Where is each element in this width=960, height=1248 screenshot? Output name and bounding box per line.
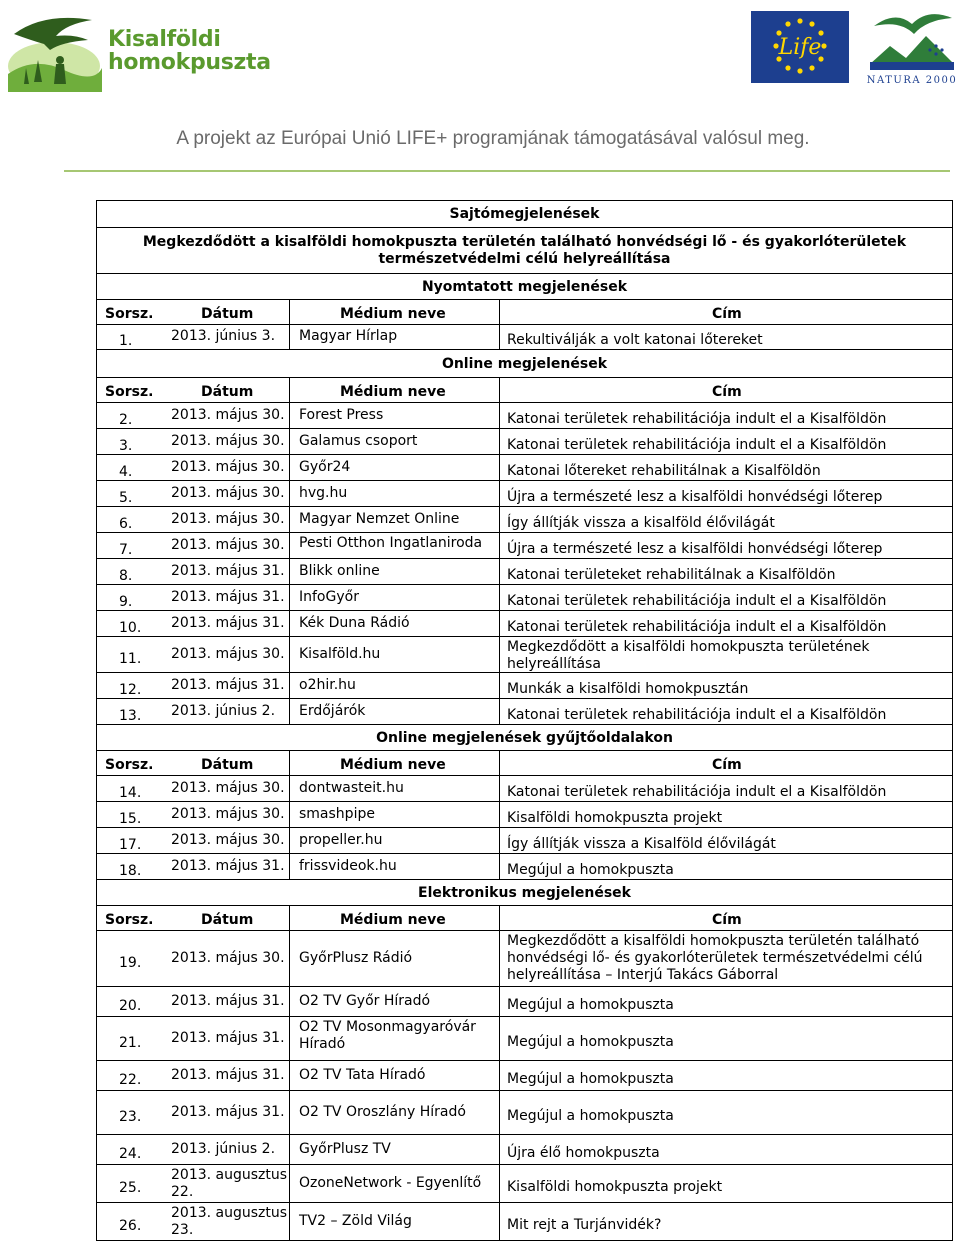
row-title: Így állítják vissza a kisalföld élővilágát: [507, 514, 775, 531]
row-number: 24.: [119, 1145, 142, 1162]
row-title: Megkezdődött a kisalföldi homokpuszta területének helyreállítása: [507, 639, 870, 672]
row-title: Rekultiválják a volt katonai lőtereket: [507, 332, 763, 348]
row-medium: Blikk online: [299, 562, 380, 579]
row-title: Katonai lőtereket rehabilitálnak a Kisalföldön: [507, 462, 821, 479]
table-row: [97, 801, 952, 827]
row-date: 2013. május 31.: [171, 1066, 285, 1083]
row-medium: Erdőjárók: [299, 702, 366, 719]
table-row: [97, 480, 952, 506]
table-row: [97, 402, 952, 428]
col-header-sorsz: Sorsz.: [105, 757, 154, 773]
row-number: 22.: [119, 1071, 142, 1088]
row-medium: O2 TV Tata Híradó: [299, 1066, 426, 1083]
column-header-row: [97, 377, 952, 402]
header-divider: [64, 170, 950, 172]
table-row: [97, 698, 952, 724]
col-header-cim: Cím: [712, 757, 742, 773]
row-title: Újra élő homokpuszta: [507, 1144, 660, 1161]
row-title: Megújul a homokpuszta: [507, 861, 674, 878]
table-row: [97, 930, 952, 986]
table-row: [97, 775, 952, 801]
col-header-datum: Dátum: [201, 384, 254, 400]
row-medium: TV2 – Zöld Világ: [299, 1212, 412, 1229]
row-number: 23.: [119, 1108, 142, 1125]
row-medium: Kisalföld.hu: [299, 645, 381, 662]
table-row: [97, 558, 952, 584]
row-date: 2013. május 30.: [171, 805, 285, 822]
row-number: 21.: [119, 1034, 142, 1051]
row-title: Megújul a homokpuszta: [507, 1033, 674, 1050]
section-title: Online megjelenések: [441, 355, 608, 372]
table-row: [97, 827, 952, 853]
row-medium: InfoGyőr: [299, 588, 359, 605]
col-header-cim: Cím: [712, 912, 742, 928]
row-title: Így állítják vissza a Kisalföld élővilágát: [507, 835, 776, 852]
row-title: Katonai területek rehabilitációja indult el a Kisalföldön: [507, 783, 887, 800]
section-title-row: [97, 349, 952, 377]
col-header-medium: Médium neve: [340, 912, 446, 928]
row-date: 2013. augusztus 22.: [171, 1167, 288, 1200]
doc-title-row: [97, 201, 952, 227]
row-date: 2013. május 30.: [171, 432, 285, 449]
row-medium: GyőrPlusz TV: [299, 1140, 391, 1157]
row-number: 14.: [119, 784, 142, 801]
row-number: 25.: [119, 1179, 142, 1196]
col-header-medium: Médium neve: [340, 384, 446, 400]
row-number: 4.: [119, 463, 133, 480]
row-medium: dontwasteit.hu: [299, 779, 404, 796]
table-row: [97, 853, 952, 879]
press-table: [96, 200, 953, 1241]
row-title: Újra a természeté lesz a kisalföldi honvédségi lőterep: [507, 488, 883, 505]
row-medium: Galamus csoport: [299, 432, 418, 449]
col-header-datum: Dátum: [201, 912, 254, 928]
row-number: 5.: [119, 489, 133, 506]
row-title: Megújul a homokpuszta: [507, 1070, 674, 1087]
row-date: 2013. május 31.: [171, 1103, 285, 1120]
section-title: Elektronikus megjelenések: [418, 884, 631, 901]
natura-2000-logo: [866, 6, 958, 86]
table-row: [97, 532, 952, 558]
row-number: 3.: [119, 437, 133, 454]
section-title-row: [97, 879, 952, 905]
row-date: 2013. május 30.: [171, 458, 285, 475]
row-date: 2013. május 30.: [171, 949, 285, 966]
column-header-row: [97, 905, 952, 930]
row-date: 2013. május 31.: [171, 1029, 285, 1046]
table-row: [97, 506, 952, 532]
row-number: 10.: [119, 619, 142, 636]
table-row: [97, 672, 952, 698]
row-title: Mit rejt a Turjánvidék?: [507, 1216, 662, 1233]
table-row: [97, 986, 952, 1016]
col-header-datum: Dátum: [201, 306, 254, 322]
row-title: Megújul a homokpuszta: [507, 996, 674, 1013]
eu-life-logo: [751, 11, 849, 83]
row-date: 2013. augusztus 23.: [171, 1205, 288, 1238]
row-number: 6.: [119, 515, 133, 532]
col-header-cim: Cím: [712, 306, 742, 322]
row-date: 2013. május 31.: [171, 562, 285, 579]
table-row: [97, 428, 952, 454]
row-number: 18.: [119, 862, 142, 879]
row-medium: Pesti Otthon Ingatlaniroda: [299, 535, 483, 551]
row-medium: hvg.hu: [299, 484, 348, 501]
row-medium: Magyar Hírlap: [299, 328, 398, 344]
table-row: [97, 584, 952, 610]
row-date: 2013. május 31.: [171, 857, 285, 874]
table-row: [97, 324, 952, 349]
table-row: [97, 636, 952, 672]
row-title: Katonai területek rehabilitációja indult el a Kisalföldön: [507, 410, 887, 427]
section-title-row: [97, 724, 952, 750]
row-title: Újra a természeté lesz a kisalföldi honvédségi lőterep: [507, 540, 883, 557]
row-title: Katonai területek rehabilitációja indult el a Kisalföldön: [507, 618, 887, 635]
row-medium: frissvideok.hu: [299, 857, 397, 874]
section-title-row: [97, 273, 952, 299]
row-number: 1.: [119, 333, 133, 349]
life-logo-text: Life: [778, 35, 822, 60]
row-title: Katonai területek rehabilitációja indult el a Kisalföldön: [507, 592, 887, 609]
table-row: [97, 454, 952, 480]
kisalfoldi-homokpuszta-logo: [4, 4, 271, 92]
col-header-sorsz: Sorsz.: [105, 306, 154, 322]
row-number: 17.: [119, 836, 142, 853]
row-number: 8.: [119, 567, 133, 584]
section-title: Nyomtatott megjelenések: [421, 278, 628, 295]
row-number: 11.: [119, 650, 142, 667]
row-date: 2013. május 31.: [171, 614, 285, 631]
doc-subtitle-row: [97, 227, 952, 273]
row-date: 2013. május 30.: [171, 831, 285, 848]
table-row: [97, 1060, 952, 1090]
section-title: Online megjelenések gyűjtőoldalakon: [376, 729, 673, 746]
row-medium: O2 TV Mosonmagyaróvár Híradó: [299, 1019, 476, 1052]
row-date: 2013. május 30.: [171, 536, 285, 553]
row-date: 2013. június 2.: [171, 702, 276, 719]
col-header-datum: Dátum: [201, 757, 254, 773]
row-date: 2013. május 31.: [171, 676, 285, 693]
row-number: 12.: [119, 681, 142, 698]
row-title: Kisalföldi homokpuszta projekt: [507, 1178, 723, 1195]
col-header-cim: Cím: [712, 384, 742, 400]
bird-landscape-icon: [4, 4, 104, 92]
logo-line-1: Kisalföldi: [108, 27, 221, 52]
row-date: 2013. május 30.: [171, 406, 285, 423]
table-row: [97, 1134, 952, 1164]
row-date: 2013. május 31.: [171, 992, 285, 1009]
row-title: Kisalföldi homokpuszta projekt: [507, 809, 723, 826]
row-medium: Forest Press: [299, 406, 384, 423]
row-title: Munkák a kisalföldi homokpusztán: [507, 680, 749, 697]
doc-title: Sajtómegjelenések: [449, 206, 600, 222]
row-number: 9.: [119, 593, 133, 610]
row-medium: OzoneNetwork - Egyenlítő: [299, 1174, 482, 1191]
table-row: [97, 1164, 952, 1202]
table-row: [97, 1090, 952, 1134]
logo-line-2: homokpuszta: [108, 50, 271, 75]
row-date: 2013. május 31.: [171, 588, 285, 605]
row-medium: GyőrPlusz Rádió: [299, 949, 413, 966]
col-header-medium: Médium neve: [340, 306, 446, 322]
row-number: 26.: [119, 1217, 142, 1234]
table-row: [97, 1202, 952, 1240]
row-date: 2013. május 30.: [171, 645, 285, 662]
row-title: Megújul a homokpuszta: [507, 1107, 674, 1124]
row-number: 13.: [119, 707, 142, 724]
row-medium: smashpipe: [299, 805, 375, 822]
row-medium: propeller.hu: [299, 831, 383, 848]
column-header-row: [97, 299, 952, 324]
row-number: 19.: [119, 954, 142, 971]
row-title: Megkezdődött a kisalföldi homokpuszta területén található honvédségi lő- és gyakorlóterületek természetvédelmi célú helyreállítása – Interjú Takács Gáborral: [507, 933, 923, 983]
row-number: 15.: [119, 810, 142, 827]
row-number: 7.: [119, 541, 133, 558]
row-medium: O2 TV Oroszlány Híradó: [299, 1103, 466, 1120]
table-row: [97, 1016, 952, 1060]
column-header-row: [97, 750, 952, 775]
row-medium: Kék Duna Rádió: [299, 614, 410, 631]
row-medium: O2 TV Győr Híradó: [299, 992, 431, 1009]
row-date: 2013. május 30.: [171, 779, 285, 796]
project-tagline: A projekt az Európai Unió LIFE+ programjának támogatásával valósul meg.: [176, 128, 810, 149]
col-header-sorsz: Sorsz.: [105, 384, 154, 400]
col-header-sorsz: Sorsz.: [105, 912, 154, 928]
natura-logo-text: NATURA 2000: [866, 75, 958, 86]
row-date: 2013. május 30.: [171, 510, 285, 527]
doc-subtitle: Megkezdődött a kisalföldi homokpuszta területén található honvédségi lő - és gyakorlóterületek természetvédelmi célú helyreállítása: [142, 234, 907, 267]
row-date: 2013. június 2.: [171, 1140, 276, 1157]
row-medium: Győr24: [299, 458, 351, 475]
row-date: 2013. május 30.: [171, 484, 285, 501]
col-header-medium: Médium neve: [340, 757, 446, 773]
row-title: Katonai területek rehabilitációja indult el a Kisalföldön: [507, 706, 887, 723]
row-number: 20.: [119, 997, 142, 1014]
row-date: 2013. június 3.: [171, 328, 276, 344]
row-medium: Magyar Nemzet Online: [299, 510, 460, 527]
table-row: [97, 610, 952, 636]
row-title: Katonai területeket rehabilitálnak a Kisalföldön: [507, 566, 836, 583]
row-number: 2.: [119, 411, 133, 428]
row-medium: o2hir.hu: [299, 676, 356, 693]
row-title: Katonai területek rehabilitációja indult el a Kisalföldön: [507, 436, 887, 453]
